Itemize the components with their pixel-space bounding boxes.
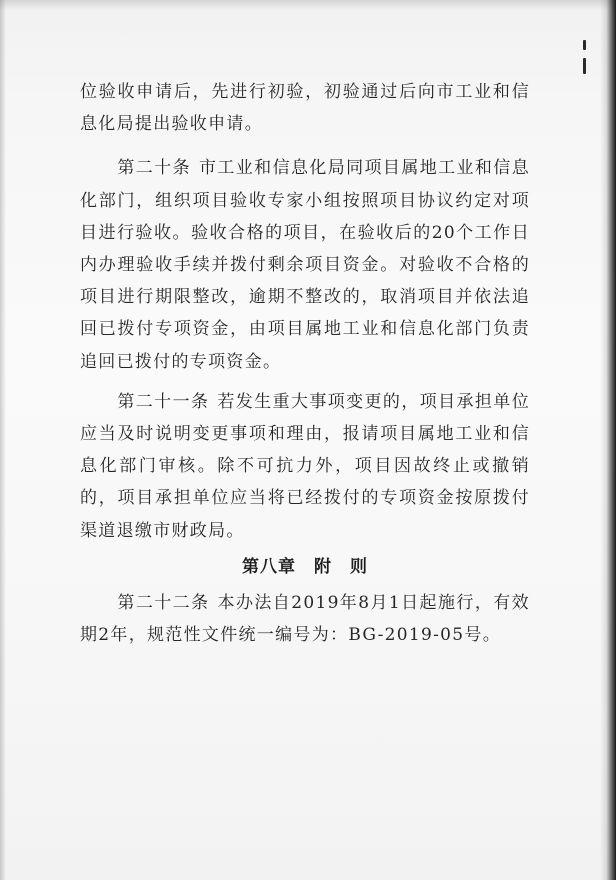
- continuation-paragraph: 位验收申请后，先进行初验，初验通过后向市工业和信息化局提出验收申请。: [80, 82, 530, 135]
- article-22: [80, 587, 530, 651]
- binding-mark: [583, 58, 586, 74]
- binding-mark: [583, 40, 586, 50]
- article-21: [80, 386, 530, 547]
- article-number: 第二十一条: [117, 391, 210, 412]
- article-text: 本办法自2019年8月1日起施行，有效期2年，规范性文件统一编号为：BG-2019-05号。: [80, 593, 530, 646]
- document-body: [80, 76, 530, 651]
- article-text: 市工业和信息化局同项目属地工业和信息化部门，组织项目验收专家小组按照项目协议约定对项目进行验收。验收合格的项目，在验收后的20个工作日内办理验收手续并拨付剩余项目资金。对验收不合格的项目进行期限整改，逾期不整改的，取消项目并依法追回已拨付专项资金，由项目属地工业和信息化部门负责追回已拨付的专项资金。: [80, 158, 531, 372]
- article-text: 若发生重大事项变更的，项目承担单位应当及时说明变更事项和理由，报请项目属地工业和信息化部门审核。除不可抗力外，项目因故终止或撤销的，项目承担单位应当将已经拨付的专项资金按原拨付渠道退缴市财政局。: [80, 391, 530, 541]
- chapter-heading: 第八章 附 则: [242, 556, 368, 577]
- scan-edge-right: [600, 0, 616, 880]
- scan-shadow-left: [0, 0, 6, 880]
- article-20: [80, 152, 530, 377]
- article-number: 第二十条: [117, 158, 191, 179]
- scan-shadow-top: [0, 0, 616, 10]
- article-number: 第二十二条: [117, 593, 210, 614]
